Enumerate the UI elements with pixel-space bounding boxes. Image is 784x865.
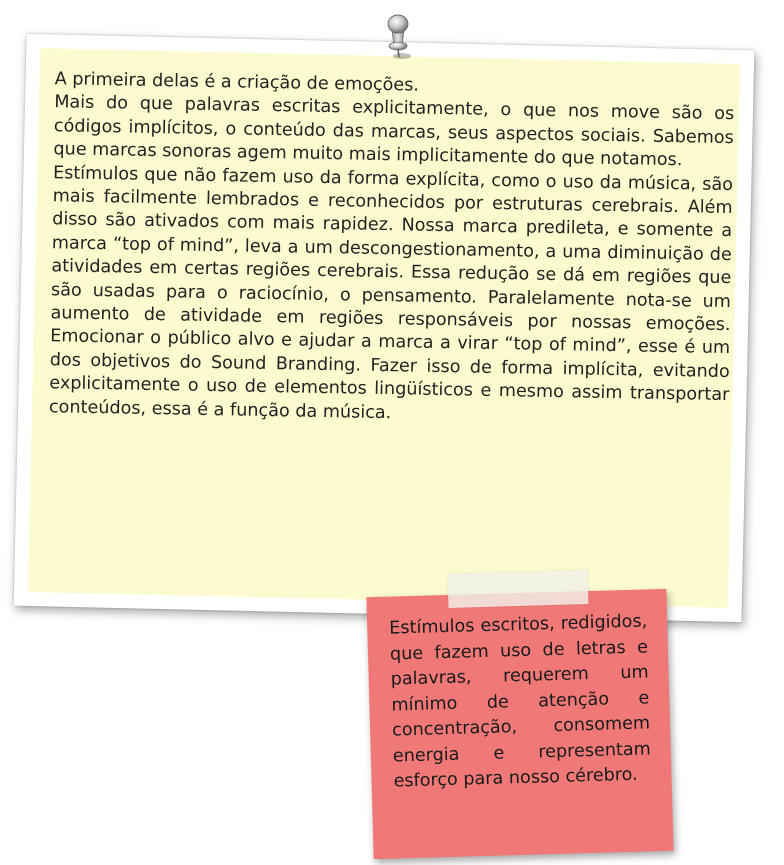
paragraph-implicit-codes: Mais do que palavras escritas explicitamente, o que nos move são os códigos implícitos, o conteúdo das marcas, seus aspectos sociais. Sabemos que marcas sonoras agem muito mais implicitamente do que notamos. xyxy=(53,92,735,171)
paragraph-music-stimuli: Estímulos que não fazem uso da forma explícita, como o uso da música, são mais facilmente lembrados e reconhecidos por estruturas cerebrais. Além disso são ativados com mais rapidez. Nossa marca predileta, e somente a marca “top of mind”, leva a um descongestionamento, a uma diminuição de atividades em certas regiões cerebrais. Essa redução se dá em regiões que são usadas para o raciocínio, o pensamento. Paralelamente nota-se um aumento de atividade em regiões responsáveis por nossas emoções. Emocionar o público alvo e ajudar a marca a virar “top of mind”, esse é um dos objetivos do Sound Branding. Fazer isso de forma implícita, evitando explicitamente o uso de elementos lingüísticos e mesmo assim transportar conteúdos, essa é a função da música. xyxy=(48,162,734,423)
push-pin-icon xyxy=(380,10,416,60)
sticky-note-text: Estímulos escritos, redigidos, que fazem uso de letras e palavras, requerem um mínimo de atenção e concentração, consomem energia e representam esforço para nosso cérebro. xyxy=(389,611,652,792)
sticky-note xyxy=(366,589,673,859)
paragraph-intro: A primeira delas é a criação de emoções. xyxy=(54,69,420,96)
main-note-card xyxy=(14,34,755,622)
tape-strip xyxy=(448,570,589,608)
main-note-paper xyxy=(28,48,740,608)
main-note-text xyxy=(49,68,735,431)
